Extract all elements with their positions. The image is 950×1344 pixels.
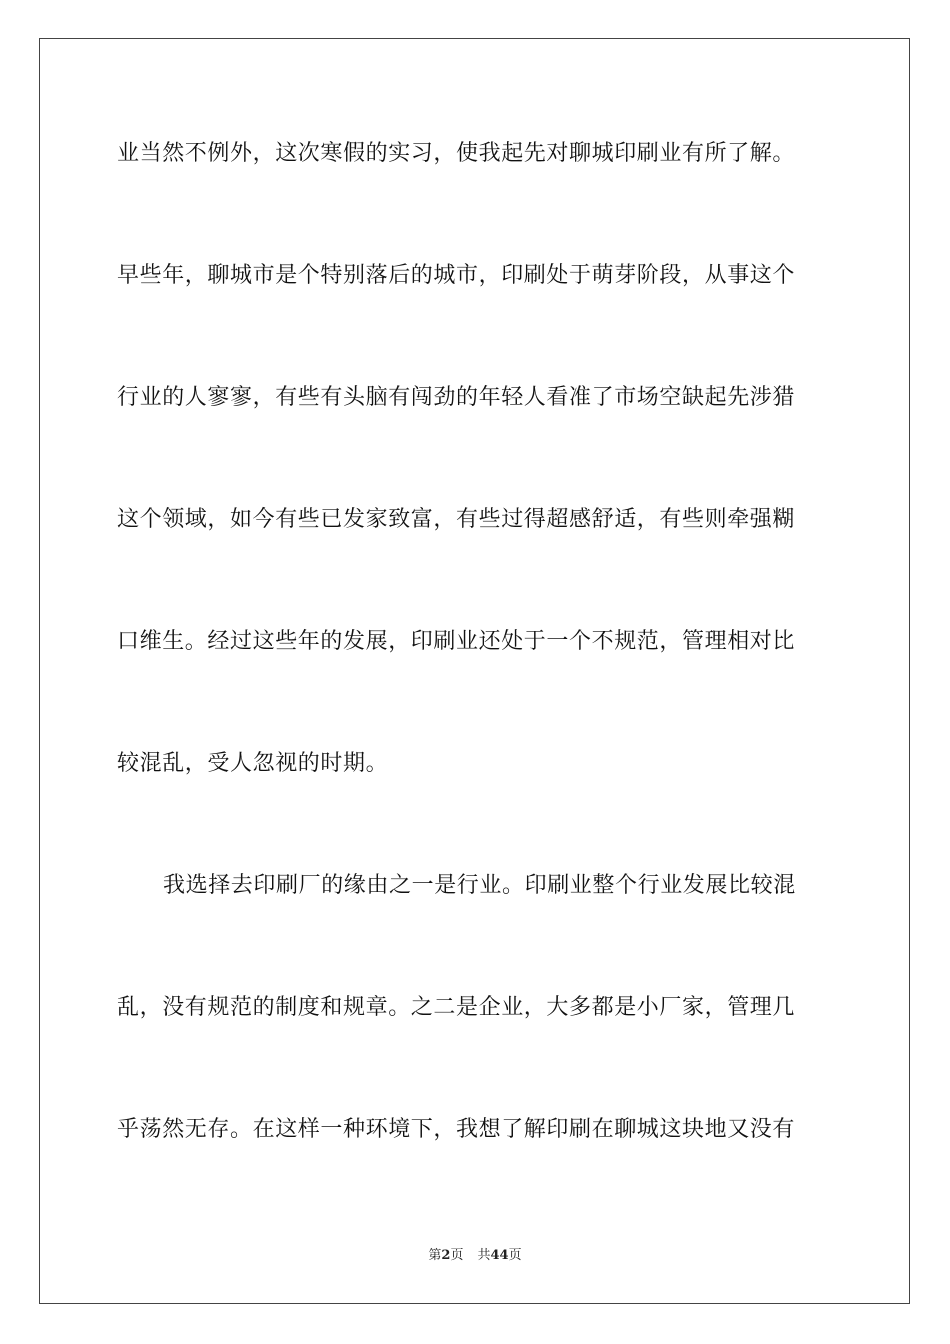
page-footer <box>0 1247 950 1265</box>
text-line-1: 业当然不例外，这次寒假的实习，使我起先对聊城印刷业有所了解。 <box>117 141 796 166</box>
text-line-5: 口维生。经过这些年的发展，印刷业还处于一个不规范，管理相对比 <box>117 629 796 654</box>
text-line-7: 我选择去印刷厂的缘由之一是行业。印刷业整个行业发展比较混 <box>163 873 796 898</box>
text-line-4: 这个领域，如今有些已发家致富，有些过得超感舒适，有些则牵强糊 <box>117 507 796 532</box>
page-prefix: 第 <box>428 1248 442 1263</box>
page-number: 2 <box>441 1248 451 1263</box>
text-line-2: 早些年，聊城市是个特别落后的城市，印刷处于萌芽阶段，从事这个 <box>117 263 796 288</box>
text-line-3: 行业的人寥寥，有些有头脑有闯劲的年轻人看准了市场空缺起先涉猎 <box>117 385 796 410</box>
total-pages: 44 <box>490 1248 509 1263</box>
total-suffix: 页 <box>508 1248 522 1263</box>
text-line-6: 较混乱，受人忽视的时期。 <box>117 751 389 776</box>
text-line-9: 乎荡然无存。在这样一种环境下，我想了解印刷在聊城这块地又没有 <box>117 1117 796 1142</box>
page-border <box>39 38 910 1304</box>
text-line-8: 乱，没有规范的制度和规章。之二是企业，大多都是小厂家，管理几 <box>117 995 796 1020</box>
page-suffix: 页 <box>450 1248 464 1263</box>
total-prefix: 共 <box>477 1248 491 1263</box>
